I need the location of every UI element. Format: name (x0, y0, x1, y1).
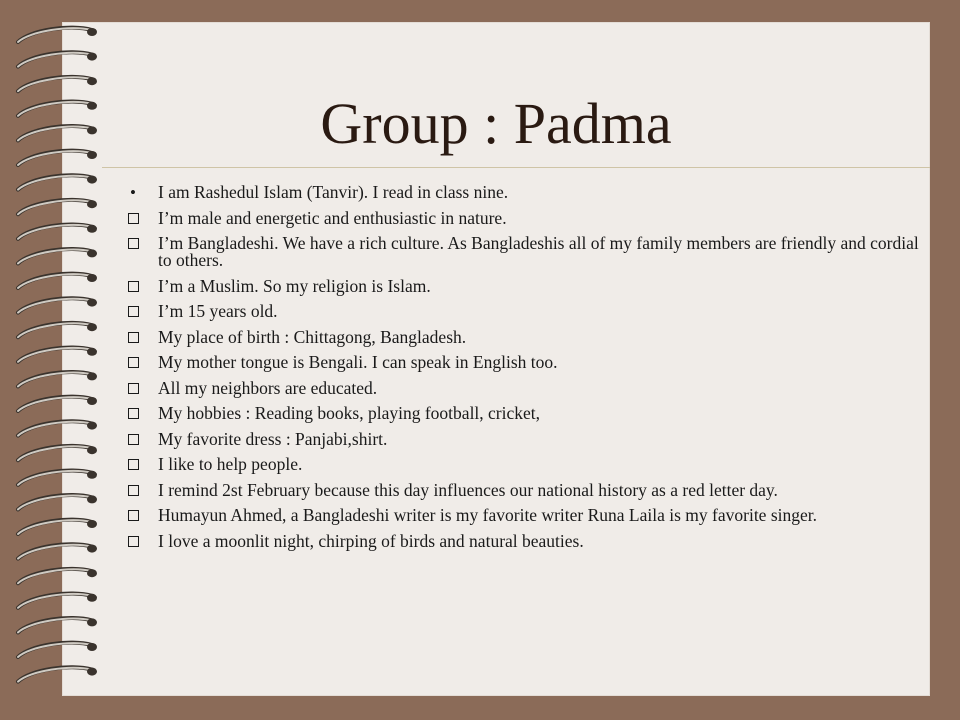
bullet-item (124, 530, 924, 551)
spiral-ring-icon (18, 667, 97, 681)
spiral-ring-icon (18, 274, 97, 288)
spiral-ring-icon (18, 52, 97, 66)
bullet-item (124, 479, 924, 500)
title-divider (102, 167, 930, 168)
bullet-item (124, 235, 924, 269)
spiral-ring-icon (18, 470, 97, 484)
spiral-ring-icon (18, 495, 97, 509)
spiral-ring-icon (18, 224, 97, 238)
spiral-ring-icon (18, 421, 97, 435)
spiral-ring-icon (18, 28, 97, 42)
bullet-text: I am Rashedul Islam (Tanvir). I read in class nine. (158, 182, 509, 202)
notebook-page (62, 22, 930, 696)
checkbox-bullet-icon (128, 485, 139, 496)
bullet-text: My place of birth : Chittagong, Bangladesh. (158, 326, 467, 347)
spiral-ring-icon (18, 200, 97, 214)
bullet-item (124, 303, 924, 320)
spiral-ring-icon (18, 298, 97, 312)
bullet-text: My mother tongue is Bengali. I can speak in English too. (158, 352, 558, 372)
spiral-ring-icon (18, 446, 97, 460)
spiral-ring-icon (18, 77, 97, 91)
spiral-ring-icon (18, 643, 97, 657)
bullet-item (124, 405, 924, 422)
checkbox-bullet-icon (128, 434, 139, 445)
bullet-dot-icon: • (130, 183, 136, 202)
spiral-ring-icon (18, 249, 97, 263)
bullet-item (124, 275, 924, 296)
bullet-item (124, 326, 924, 347)
bullet-text: Humayun Ahmed, a Bangladeshi writer is my favorite writer Runa Laila is my favorite singer. (158, 505, 818, 525)
bullet-item (124, 354, 924, 371)
bullet-text: All my neighbors are educated. (158, 377, 378, 398)
checkbox-bullet-icon (128, 510, 139, 521)
spiral-ring-icon (18, 372, 97, 386)
spiral-ring-icon (18, 544, 97, 558)
spiral-ring-icon (18, 323, 97, 337)
spiral-binding-icon (0, 20, 110, 700)
bullet-text: I love a moonlit night, chirping of birds and natural beauties. (158, 530, 584, 551)
bullet-text: I like to help people. (158, 454, 303, 474)
bullet-text: I’m male and energetic and enthusiastic in nature. (158, 207, 507, 228)
bullet-text: My favorite dress : Panjabi,shirt. (158, 428, 388, 449)
slide-title: Group : Padma (320, 91, 672, 156)
bullet-text: I’m a Muslim. So my religion is Islam. (158, 275, 431, 296)
checkbox-bullet-icon (128, 408, 139, 419)
bullet-item (124, 377, 924, 398)
bullet-item (124, 456, 924, 473)
spiral-ring-icon (18, 520, 97, 534)
checkbox-bullet-icon (128, 213, 139, 224)
checkbox-bullet-icon (128, 459, 139, 470)
checkbox-bullet-icon (128, 306, 139, 317)
spiral-ring-icon (18, 101, 97, 115)
spiral-ring-icon (18, 397, 97, 411)
bullet-text: I remind 2st February because this day influences our national history as a red letter day. (158, 479, 778, 500)
checkbox-bullet-icon (128, 357, 139, 368)
spiral-ring-icon (18, 569, 97, 583)
checkbox-bullet-icon (128, 332, 139, 343)
bullet-item (124, 184, 924, 201)
checkbox-bullet-icon (128, 536, 139, 547)
bullet-item (124, 507, 924, 524)
spiral-ring-icon (18, 618, 97, 632)
spiral-ring-icon (18, 347, 97, 361)
checkbox-bullet-icon (128, 281, 139, 292)
spiral-ring-icon (18, 126, 97, 140)
spiral-ring-icon (18, 151, 97, 165)
bullet-text: I’m Bangladeshi. We have a rich culture. As Bangladeshis all of my family members are friendly and cordial to others. (158, 233, 919, 270)
bullet-text: I’m 15 years old. (158, 301, 278, 321)
checkbox-bullet-icon (128, 383, 139, 394)
spiral-ring-icon (18, 175, 97, 189)
bullet-item (124, 207, 924, 228)
checkbox-bullet-icon (128, 238, 139, 249)
spiral-ring-icon (18, 593, 97, 607)
bullet-text: My hobbies : Reading books, playing football, cricket, (158, 403, 541, 423)
bullet-list (124, 184, 924, 558)
bullet-item (124, 428, 924, 449)
